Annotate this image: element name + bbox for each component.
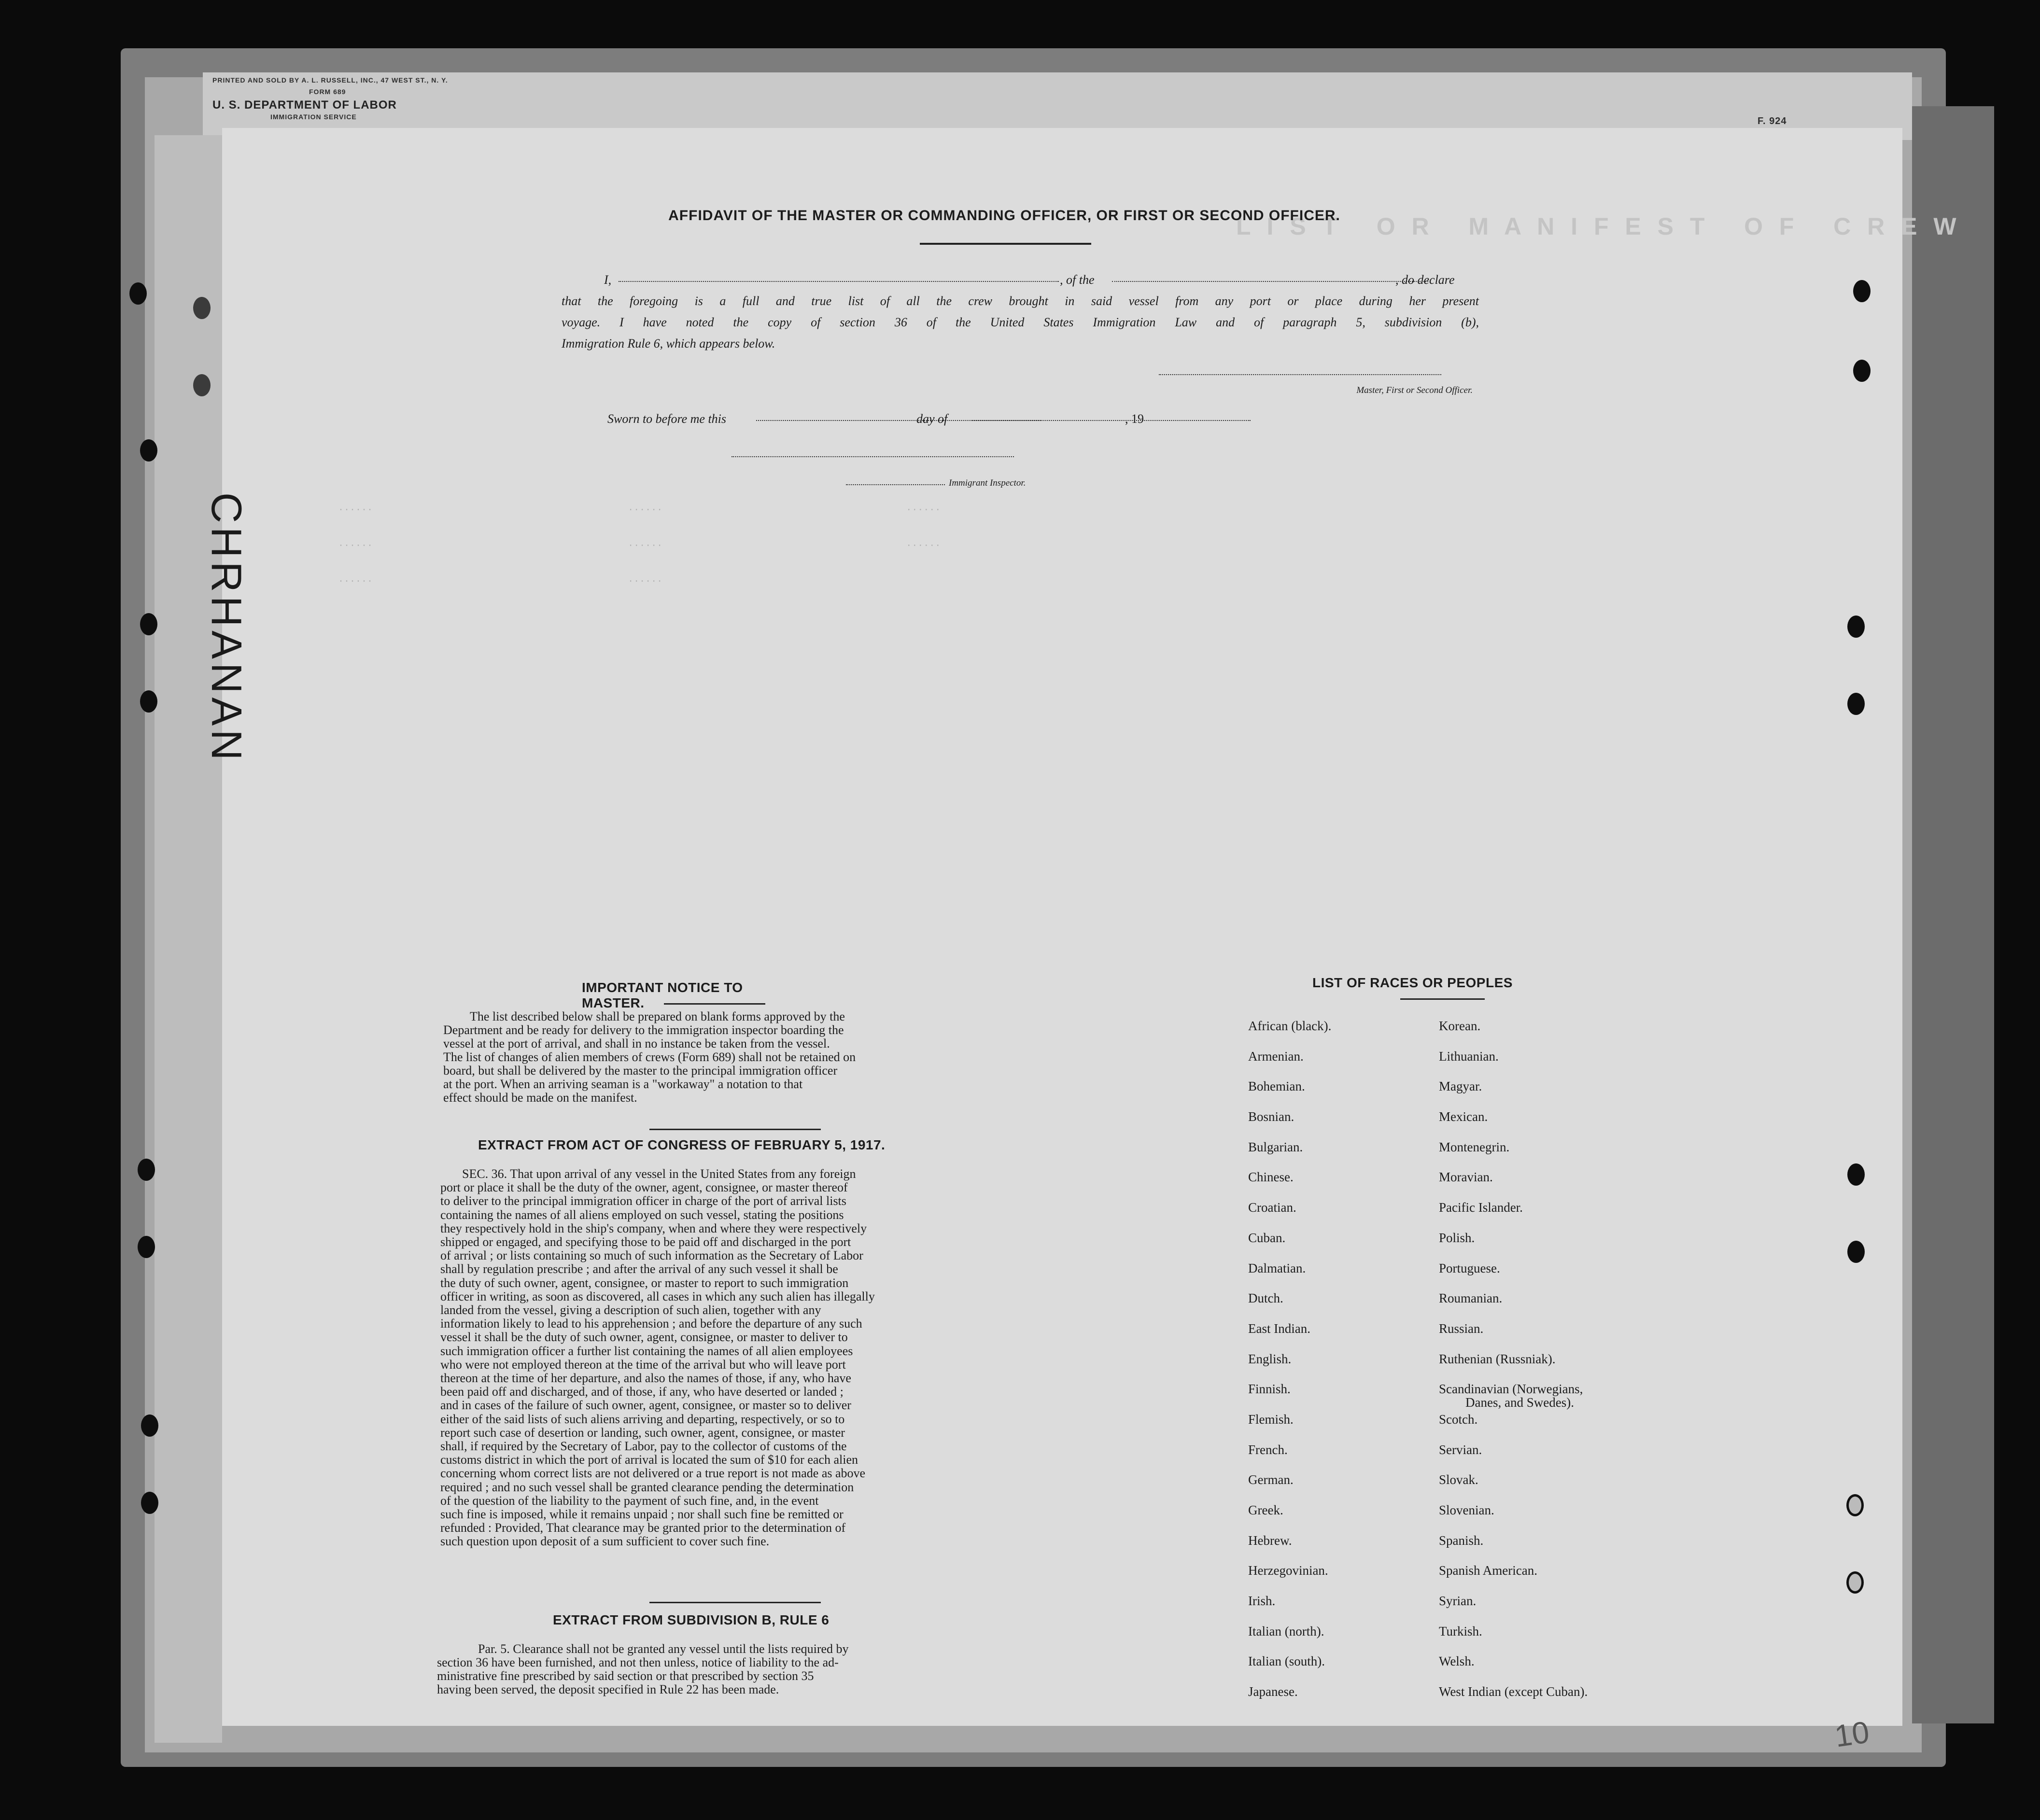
race-item: Croatian. — [1248, 1200, 1296, 1215]
affidavit-declare: , do declare — [1395, 273, 1455, 287]
punch-hole — [141, 1492, 158, 1514]
extract-rule-title: EXTRACT FROM SUBDIVISION B, RULE 6 — [553, 1612, 830, 1627]
race-item: Mexican. — [1439, 1109, 1488, 1124]
races-right-column — [1439, 1019, 1709, 1715]
act-line: they respectively hold in the ship's company, when and where they were respectively — [440, 1221, 867, 1235]
race-item-continued: Danes, and Swedes). — [1465, 1395, 1574, 1410]
affidavit-title: AFFIDAVIT OF THE MASTER OR COMMANDING OFFICER, OR FIRST OR SECOND OFFICER. — [668, 208, 1340, 224]
race-item: Montenegrin. — [1439, 1139, 1510, 1154]
act-line: of the question of the liability to the payment of such fine, and, in the event — [440, 1493, 819, 1508]
race-item: Syrian. — [1439, 1594, 1477, 1609]
punch-hole — [1853, 280, 1871, 302]
race-item: Armenian. — [1248, 1049, 1304, 1064]
inspector-signature-line — [732, 456, 1014, 457]
notice-line: vessel at the port of arrival, and shall in no instance be taken from the vessel. — [443, 1036, 830, 1050]
race-item: Servian. — [1439, 1442, 1482, 1457]
sworn-year: , 19 — [1125, 412, 1144, 426]
race-item: Herzegovinian. — [1248, 1563, 1328, 1578]
race-item: Finnish. — [1248, 1382, 1291, 1397]
race-item: Magyar. — [1439, 1079, 1482, 1094]
ghost-bleed-title: L I S T O R M A N I F E S T O F C R E W — [1236, 213, 1961, 240]
affidavit-line-4: Immigration Rule 6, which appears below. — [562, 336, 775, 350]
race-item: Korean. — [1439, 1019, 1481, 1033]
punch-hole — [138, 1159, 155, 1181]
race-item: Lithuanian. — [1439, 1049, 1499, 1064]
race-item: Bulgarian. — [1248, 1139, 1303, 1154]
act-line: of arrival ; or lists containing so much of such information as the Secretary of Labor — [440, 1248, 863, 1263]
race-item: Turkish. — [1439, 1624, 1482, 1638]
inspector-caption-dots — [846, 484, 945, 485]
race-item: Polish. — [1439, 1230, 1475, 1245]
act-line: concerning whom correct lists are not delivered or a true report is not made as above — [440, 1466, 866, 1481]
extract-act-title: EXTRACT FROM ACT OF CONGRESS OF FEBRUARY 5, 1917. — [478, 1137, 886, 1152]
punch-hole — [138, 1236, 155, 1258]
punch-hole — [129, 282, 147, 305]
printer-line: PRINTED AND SOLD BY A. L. RUSSELL, INC., 47 WEST ST., N. Y. — [212, 76, 448, 84]
title-underline — [920, 243, 1091, 245]
month-field-line — [971, 420, 1251, 421]
race-item: East Indian. — [1248, 1321, 1310, 1336]
inspector-caption: Immigrant Inspector. — [949, 478, 1026, 488]
punch-hole — [1847, 1163, 1865, 1186]
race-item: Dutch. — [1248, 1291, 1283, 1306]
master-signature-caption: Master, First or Second Officer. — [1356, 385, 1473, 395]
notice-title: IMPORTANT NOTICE TO MASTER. — [582, 980, 743, 1010]
race-item: Spanish American. — [1439, 1563, 1537, 1578]
act-line: thereon at the time of her departure, and also the names of those, if any, who have — [440, 1371, 851, 1386]
race-item: Moravian. — [1439, 1170, 1493, 1185]
race-item: Irish. — [1248, 1594, 1276, 1609]
notice-line: at the port. When an arriving seaman is a "workaway" a notation to that — [443, 1077, 803, 1091]
act-line: been paid off and discharged, and of those, if any, who have deserted or landed ; — [440, 1385, 844, 1399]
act-line: either of the said lists of such aliens arriving and departing, respectively, or so to — [440, 1412, 845, 1426]
punch-hole — [1853, 360, 1871, 382]
act-line: refunded : Provided, That clearance may be granted prior to the determination of — [440, 1521, 846, 1535]
act-line: customs district in which the port of arrival is located the sum of $10 for each alien — [440, 1453, 858, 1467]
act-line: the duty of such owner, agent, consignee, or master to report to such immigration — [440, 1275, 849, 1290]
form-code: F. 924 — [1758, 116, 1787, 126]
race-item: Greek. — [1248, 1503, 1283, 1517]
affidavit-of-the: , of the — [1060, 273, 1095, 287]
act-line: shall, if required by the Secretary of Labor, pay to the collector of customs of the — [440, 1439, 847, 1454]
race-item: English. — [1248, 1351, 1292, 1366]
affidavit-i: I, — [604, 273, 612, 287]
rule-line: Par. 5. Clearance shall not be granted any vessel until the lists required by — [478, 1642, 849, 1656]
affidavit-declaration — [562, 269, 1479, 354]
master-signature-line — [1159, 374, 1441, 375]
punch-hole — [140, 690, 157, 713]
races-title-underline — [1400, 998, 1485, 1000]
notice-line: The list of changes of alien members of crews (Form 689) shall not be retained on — [443, 1050, 856, 1064]
act-line: shall by regulation prescribe ; and after the arrival of any such vessel it shall be — [440, 1262, 838, 1276]
service-label: IMMIGRATION SERVICE — [270, 113, 357, 121]
race-item: Roumanian. — [1439, 1291, 1503, 1306]
punch-hole — [1847, 693, 1865, 715]
act-line: required ; and no such vessel shall be granted clearance pending the determination — [440, 1480, 854, 1494]
notice-line: board, but shall be delivered by the master to the principal immigration officer — [443, 1064, 838, 1078]
race-item: German. — [1248, 1472, 1294, 1487]
act-line: landed from the vessel, giving a description of such alien, together with any — [440, 1303, 821, 1317]
sworn-prefix: Sworn to before me this — [607, 412, 727, 426]
act-line: such fine is imposed, while it remains unpaid ; nor shall such fine be remitted or — [440, 1507, 844, 1522]
race-item: Pacific Islander. — [1439, 1200, 1523, 1215]
act-line: report such case of desertion or landing, such owner, agent, consignee, or master — [440, 1425, 845, 1440]
act-line: port or place it shall be the duty of the owner, agent, consignee, or master thereof — [440, 1180, 848, 1195]
act-line: who were not employed thereon at the time of the arrival but who will leave port — [440, 1357, 846, 1372]
extract-act-body — [440, 1167, 1004, 1549]
act-line: to deliver to the principal immigration officer in charge of the port of arrival lists — [440, 1194, 846, 1208]
ghost-bleed-rows: ······ ······ ······ ······ ······ ······ ······ ······ — [338, 504, 941, 587]
race-item: Chinese. — [1248, 1170, 1294, 1185]
punch-hole — [140, 439, 157, 462]
department-label: U. S. DEPARTMENT OF LABOR — [212, 98, 397, 112]
race-item: Italian (north). — [1248, 1624, 1324, 1638]
handwritten-side-name: CHRHANAN — [203, 492, 251, 764]
race-item: Slovenian. — [1439, 1503, 1494, 1517]
race-item: Welsh. — [1439, 1654, 1475, 1669]
rule-line: section 36 have been furnished, and not then unless, notice of liability to the ad- — [437, 1655, 839, 1669]
punch-hole — [193, 297, 211, 319]
act-line: officer in writing, as soon as discovered, all cases in which any such alien has illegally — [440, 1289, 875, 1303]
act-line: vessel it shall be the duty of such owner, agent, consignee, or master to deliver to — [440, 1330, 848, 1344]
punch-hole — [140, 613, 157, 635]
form-number: FORM 689 — [309, 88, 346, 96]
affidavit-line-2: that the foregoing is a full and true list of all the crew brought in said vessel from any port or place during her present — [562, 294, 1479, 308]
handwritten-page-number: 10 — [1832, 1714, 1871, 1754]
races-list-title: LIST OF RACES OR PEOPLES — [1312, 975, 1513, 990]
act-line: SEC. 36. That upon arrival of any vessel in the United States from any foreign — [462, 1167, 856, 1181]
sworn-day-of: day of — [916, 412, 948, 426]
act-line: such question upon deposit of a sum sufficient to cover such fine. — [440, 1534, 770, 1549]
punch-hole — [1846, 1494, 1864, 1516]
punch-hole — [1846, 1571, 1864, 1594]
race-item: Dalmatian. — [1248, 1260, 1306, 1275]
race-item: Slovak. — [1439, 1472, 1478, 1487]
races-left-column — [1248, 1019, 1422, 1715]
name-field-line — [619, 281, 1059, 282]
act-line: containing the names of all aliens employed on such vessel, stating the positions — [440, 1207, 844, 1222]
race-item: Cuban. — [1248, 1230, 1286, 1245]
race-item: Japanese. — [1248, 1684, 1298, 1699]
punch-hole — [1847, 1241, 1865, 1263]
race-item: Scotch. — [1439, 1412, 1478, 1427]
vessel-field-line — [1112, 281, 1428, 282]
race-item: Scandinavian (Norwegians, — [1439, 1382, 1583, 1397]
rule-line: ministrative fine prescribed by said section or that prescribed by section 35 — [437, 1669, 814, 1683]
race-item: Bosnian. — [1248, 1109, 1294, 1124]
sworn-line — [607, 408, 1235, 430]
race-item: Flemish. — [1248, 1412, 1294, 1427]
race-item: African (black). — [1248, 1019, 1332, 1033]
notice-divider — [649, 1129, 821, 1130]
act-line: and in cases of the failure of such owner, agent, consignee, or master so to deliver — [440, 1398, 851, 1413]
act-divider — [649, 1602, 821, 1603]
race-item: Bohemian. — [1248, 1079, 1305, 1094]
race-item: Spanish. — [1439, 1533, 1484, 1548]
notice-underline — [664, 1003, 765, 1005]
act-line: information likely to lead to his apprehension ; and before the departure of any such — [440, 1316, 862, 1331]
notice-body — [443, 1010, 1003, 1105]
punch-hole — [141, 1414, 158, 1437]
act-line: shipped or engaged, and specifying those to be paid off and discharged in the port — [440, 1235, 851, 1249]
race-item: Hebrew. — [1248, 1533, 1292, 1548]
rule-line: having been served, the deposit specified in Rule 22 has been made. — [437, 1682, 779, 1696]
notice-line: The list described below shall be prepared on blank forms approved by the — [470, 1009, 845, 1023]
extract-rule-body — [437, 1642, 1004, 1696]
affidavit-line-3: voyage. I have noted the copy of section 36 of the United States Immigration Law and of paragraph 5, subdivision (b), — [562, 315, 1479, 329]
race-item: Russian. — [1439, 1321, 1484, 1336]
punch-hole — [193, 374, 211, 396]
race-item: French. — [1248, 1442, 1288, 1457]
race-item: Italian (south). — [1248, 1654, 1325, 1669]
notice-line: effect should be made on the manifest. — [443, 1091, 637, 1105]
race-item: Portuguese. — [1439, 1260, 1500, 1275]
race-item: Ruthenian (Russniak). — [1439, 1351, 1556, 1366]
race-item: West Indian (except Cuban). — [1439, 1684, 1588, 1699]
act-line: such immigration officer a further list containing the names of all alien employees — [440, 1344, 853, 1358]
notice-line: Department and be ready for delivery to the immigration inspector boarding the — [443, 1023, 844, 1037]
punch-hole — [1847, 616, 1865, 638]
